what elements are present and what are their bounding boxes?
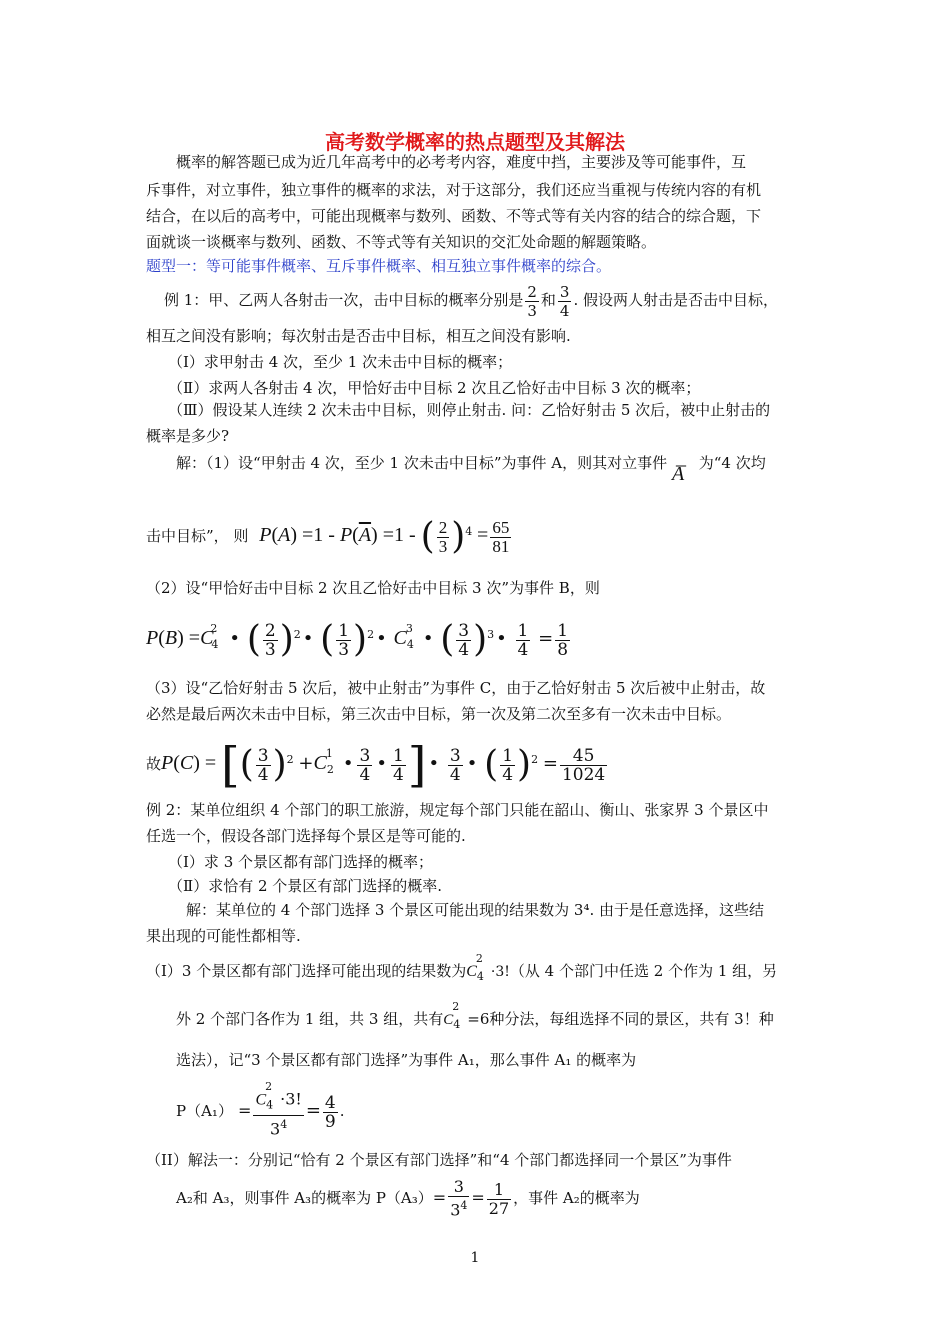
example1-line2: 相互之间没有影响；每次射击是否击中目标，相互之间没有影响. — [146, 327, 571, 345]
example2-part1-line2: 外 2 个部门各作为 1 组，共 3 组，共有$C_4^2=6$种分法，每组选择不同的景区，共有 3！种 — [176, 1000, 774, 1031]
intro-line-1: 概率的解答题已成为近几年高考中的必考考内容，难度中挡，主要涉及等可能事件，互 — [176, 153, 747, 171]
example2-part2-line2: A₂和 A₃，则事件 A₃的概率为 P（A₃）= $\frac{3}{3^4}$ = $\frac{1}{27}$ ，事件 A₂的概率为 — [176, 1177, 640, 1220]
solution3-line2: 必然是最后两次未击中目标，第三次击中目标，第一次及第二次至多有一次未击中目标。 — [146, 705, 732, 723]
example2-question2: （Ⅱ）求恰有 2 个景区有部门选择的概率. — [168, 877, 443, 895]
example1-text-b: . 假设两人射击是否击中目标， — [573, 291, 778, 309]
example2-part2-line1: （II）解法一：分别记“恰有 2 个景区有部门选择”和“4 个部门都选择同一个景区”为事件 — [146, 1151, 732, 1169]
fraction-3-4: $\frac{3}{4}$ — [559, 282, 570, 320]
example1-line1: 例 1：甲、乙两人各射击一次，击中目标的概率分别是 $\frac{2}{3}$ 和 $\frac{3}{4}$ . 假设两人射击是否击中目标， — [164, 282, 778, 320]
intro-line-2: 斥事件，对立事件，独立事件的概率的求法，对于这部分，我们还应当重视与传统内容的有机 — [146, 181, 762, 199]
solution2-line: （2）设“甲恰好击中目标 2 次且乙恰好击中目标 3 次”为事件 B，则 — [146, 579, 600, 597]
page-title: 高考数学概率的热点题型及其解法 — [325, 130, 625, 154]
example1-question1: （Ⅰ）求甲射击 4 次，至少 1 次未击中目标的概率； — [168, 353, 513, 371]
example2-solution2: 果出现的可能性都相等. — [146, 927, 301, 945]
example2-question1: （Ⅰ）求 3 个景区都有部门选择的概率； — [168, 853, 434, 871]
example1-question3-cont: 概率是多少? — [146, 427, 230, 445]
section-heading-type1: 题型一：等可能事件概率、互斥事件概率、相互独立事件概率的综合。 — [146, 257, 612, 275]
intro-line-4: 面就谈一谈概率与数列、函数、不等式等有关知识的交汇处命题的解题策略。 — [146, 233, 657, 251]
fraction-2-3: $\frac{2}{3}$ — [527, 282, 537, 320]
example2-line2: 任选一个，假设各部门选择每个景区是等可能的. — [146, 827, 466, 845]
complement-A: _ A — [671, 447, 686, 485]
solution2-formula: $P(B) =C_4^2$ • ( $\frac{2}{3}$ )$^2$ • ( $\frac{1}{3}$ )$^2$ • $C_4^3$ • ( $\frac{3}{4}$ )$^3$ • $\frac{1}{4}$ = $\frac{1}{8}$ — [146, 619, 569, 660]
example1-question2: （Ⅱ）求两人各射击 4 次，甲恰好击中目标 2 次且乙恰好击中目标 3 次的概率； — [168, 379, 701, 397]
solution1-formula: 击中目标”， 则 $P(A) =1 - P(\overline{A}) =1$ - ( $\frac{2}{3}$ )$^4$ = $\frac{65}{81}$ — [146, 516, 510, 557]
example2-solution1: 解：某单位的 4 个部门选择 3 个景区可能出现的结果数为 3⁴. 由于是任意选择，这些结 — [186, 901, 765, 919]
page-number: 1 — [470, 1250, 480, 1266]
intro-line-3: 结合，在以后的高考中，可能出现概率与数列、函数、不等式等有关内容的结合的综合题，下 — [146, 207, 762, 225]
solution3-line1: （3）设“乙恰好射击 5 次后，被中止射击”为事件 C，由于乙恰好射击 5 次后被中止射击，故 — [146, 679, 766, 697]
example2-part1-line3: 选法），记“3 个景区都有部门选择”为事件 A₁，那么事件 A₁ 的概率为 — [176, 1051, 637, 1069]
solution3-formula: 故P(C) = [( $\frac{3}{4}$ )$^2 +C_2^1$ • $\frac{3}{4}$ • $\frac{1}{4}$ ] • $\frac{3}{4}$ • ( $\frac{1}{4}$ )$^2$ = $\frac{45}{1024}$ — [146, 737, 606, 793]
solution1-line: 解：（1）设“甲射击 4 次，至少 1 次未击中目标”为事件 A，则其对立事件 _ A 为“4 次均 — [176, 447, 766, 485]
example2-line1: 例 2：某单位组织 4 个部门的职工旅游，规定每个部门只能在韶山、衡山、张家界 3 个景区中 — [146, 801, 769, 819]
example1-question3: （Ⅲ）假设某人连续 2 次未击中目标，则停止射击. 问：乙恰好射击 5 次后，被中止射击的 — [168, 401, 771, 419]
example2-part1-formula: P（A₁） = $\frac{C_4^2\cdot 3!}{3^4}$ = $\frac{4}{9}$ . — [176, 1080, 345, 1138]
example1-text-a: 例 1：甲、乙两人各射击一次，击中目标的概率分别是 — [164, 291, 524, 309]
example2-part1-line1: （I）3 个景区都有部门选择可能出现的结果数为$C_4^2\cdot 3$!（从 4 个部门中任选 2 个作为 1 组，另 — [146, 952, 778, 983]
